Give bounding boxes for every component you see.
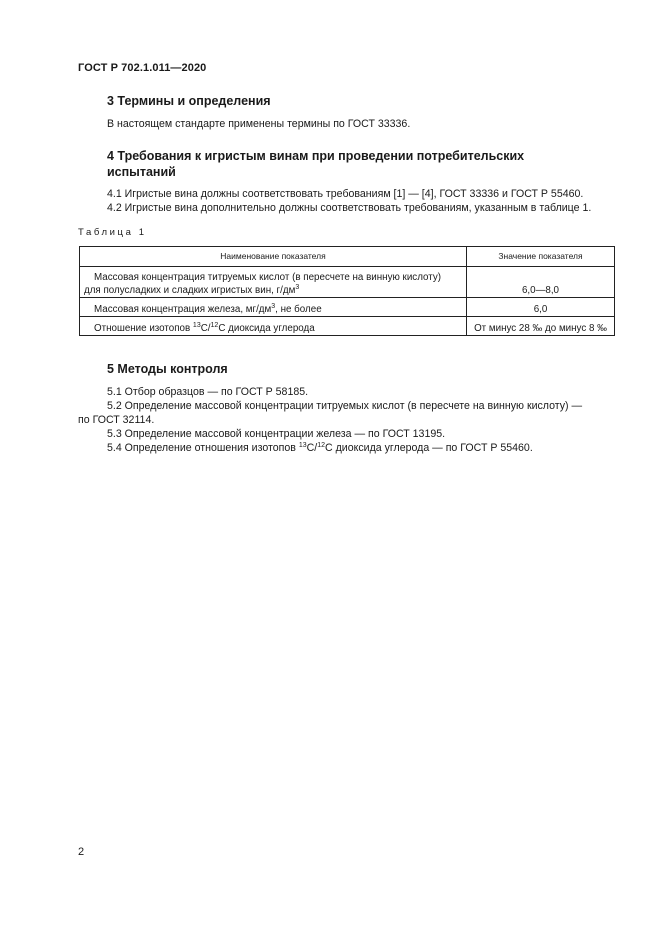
section-3-text: В настоящем стандарте применены термины по ГОСТ 33336. <box>107 118 411 130</box>
section-4-heading-line2: испытаний <box>107 165 176 179</box>
table-cell-indicator: Массовая концентрация железа, $мг/дм^3$, не более <box>80 298 467 317</box>
section-3-heading: 3 Термины и определения <box>107 94 271 108</box>
table-row <box>80 317 615 336</box>
section-4-paragraph-1: 4.1 Игристые вина должны соответствовать требованиям [1] — [4], ГОСТ 33336 и ГОСТ Р 55460. <box>107 188 584 200</box>
table-cell-value: 6,0 <box>467 298 615 317</box>
table-cell-indicator: Массовая концентрация титруемых кислот (в пересчете на винную кислоту) для полусладких и сладких игристых вин, $г/дм^3$ <box>80 267 467 298</box>
section-5-paragraph-2-line1: 5.2 Определение массовой концентрации титруемых кислот (в пересчете на винную кислоту) — <box>107 400 583 412</box>
column-header-indicator: Наименование показателя <box>80 247 467 267</box>
table-row <box>80 267 615 298</box>
table-caption: Таблица 1 <box>78 227 147 238</box>
table-cell-value: 6,0—8,0 <box>467 267 615 298</box>
table-cell-value: От минус 28 ‰ до минус 8 ‰ <box>467 317 615 336</box>
section-5-paragraph-2-line2: по ГОСТ 32114. <box>78 414 155 426</box>
section-4-paragraph-2: 4.2 Игристые вина дополнительно должны соответствовать требованиям, указанным в таблице 1. <box>107 202 592 214</box>
section-5-paragraph-1: 5.1 Отбор образцов — по ГОСТ Р 58185. <box>107 386 309 398</box>
column-header-value: Значение показателя <box>467 247 615 267</box>
section-5-paragraph-3: 5.3 Определение массовой концентрации железа — по ГОСТ 13195. <box>107 428 446 440</box>
requirements-table <box>79 246 615 336</box>
section-5-paragraph-4: 5.4 Определение отношения изотопов $^{13}$С/$^{12}$С диоксида углерода — по ГОСТ Р 55460. <box>107 442 533 454</box>
table-row <box>80 298 615 317</box>
page-number: 2 <box>78 846 85 858</box>
section-5-heading: 5 Методы контроля <box>107 362 228 376</box>
table-cell-indicator: Отношение изотопов $^{13}$C/$^{12}$C диоксида углерода <box>80 317 467 336</box>
section-4-heading <box>107 148 524 180</box>
section-4-heading-line1: 4 Требования к игристым винам при проведении потребительских <box>107 149 525 163</box>
table-header-row <box>80 247 615 267</box>
document-code-header: ГОСТ Р 702.1.011—2020 <box>78 62 207 74</box>
